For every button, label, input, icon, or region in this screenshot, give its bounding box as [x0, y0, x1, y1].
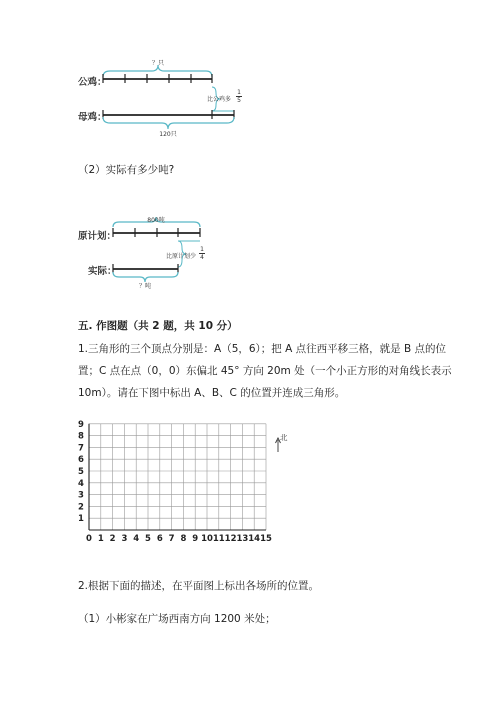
x-tick-label: 6: [156, 534, 163, 544]
y-tick-label: 7: [78, 443, 84, 454]
bottom-brace: [103, 117, 234, 129]
y-tick-label: 1: [78, 514, 84, 525]
question-1-text: [78, 338, 452, 404]
x-tick-label: 11: [212, 534, 225, 544]
hen-label: 母鸡：: [78, 112, 107, 123]
bottom-brace: [113, 272, 178, 282]
fraction-denominator: 4: [200, 254, 204, 261]
y-tick-label: 3: [78, 490, 84, 501]
x-tick-label: 5: [145, 534, 151, 544]
bottom-brace-label: ？吨: [138, 283, 152, 290]
y-tick-label: 4: [78, 478, 84, 489]
x-tick-labels: [86, 534, 272, 544]
y-tick-label: 9: [78, 420, 84, 430]
x-tick-label: 3: [121, 534, 128, 544]
coordinate-grid: [70, 420, 295, 560]
y-tick-labels: [78, 420, 84, 524]
question-1-line: 置；C 点在点（0，0）东偏北 45° 方向 20m 处（一个小正方形的对角线长表示: [78, 365, 452, 377]
x-tick-label: 9: [192, 534, 199, 544]
question-1-line: 10m）。请在下图中标出 A、B、C 的位置并连成三角形。: [78, 387, 346, 399]
question-1-line: 1.三角形的三个顶点分别是：A（5，6）；把 A 点往西平移三格，就是 B 点的位: [78, 343, 447, 355]
annotation-text: 比原计划少: [166, 253, 197, 260]
x-tick-label: 7: [168, 534, 175, 544]
annotation-fraction: [236, 89, 242, 104]
grid-axes: [89, 424, 266, 530]
x-tick-label: 15: [260, 534, 272, 544]
x-tick-label: 4: [133, 534, 140, 544]
north-label: 北: [280, 433, 288, 442]
x-tick-label: 14: [248, 534, 261, 544]
x-tick-label: 1: [97, 534, 104, 544]
plan-label: 原计划：: [78, 231, 117, 242]
x-tick-label: 12: [224, 534, 237, 544]
top-brace-label: 800吨: [147, 217, 165, 224]
annotation-fraction: [199, 246, 205, 261]
x-tick-label: 13: [236, 534, 249, 544]
y-tick-label: 8: [78, 431, 84, 442]
question-2-sub1-text: （1）小彬家在广场西南方向 1200 米处；: [78, 613, 276, 625]
actual-label: 实际：: [88, 266, 117, 277]
tape-diagram-plan-svg: [70, 213, 230, 291]
top-brace-label: ？只: [151, 60, 165, 67]
fraction-numerator: 1: [237, 89, 241, 96]
y-tick-label: 6: [78, 455, 84, 466]
x-tick-label: 2: [109, 534, 116, 544]
annotation-text: 比公鸡多: [207, 96, 232, 103]
question-2-text: （2）实际有多少吨?: [78, 164, 175, 176]
x-tick-label: 0: [86, 534, 92, 544]
rooster-label: 公鸡：: [78, 77, 107, 88]
x-tick-label: 10: [201, 534, 213, 544]
grid-lines: [89, 424, 266, 530]
fraction-numerator: 1: [200, 246, 204, 253]
bottom-brace-label: 120只: [159, 131, 177, 138]
fraction-denominator: 5: [237, 97, 241, 104]
y-tick-label: 5: [78, 467, 84, 477]
section-title: 五. 作图题（共 2 题，共 10 分）: [78, 320, 238, 332]
y-tick-label: 2: [78, 502, 84, 513]
question-2-main-text: 2.根据下面的描述，在平面图上标出各场所的位置。: [78, 580, 320, 592]
x-tick-label: 8: [180, 534, 187, 544]
